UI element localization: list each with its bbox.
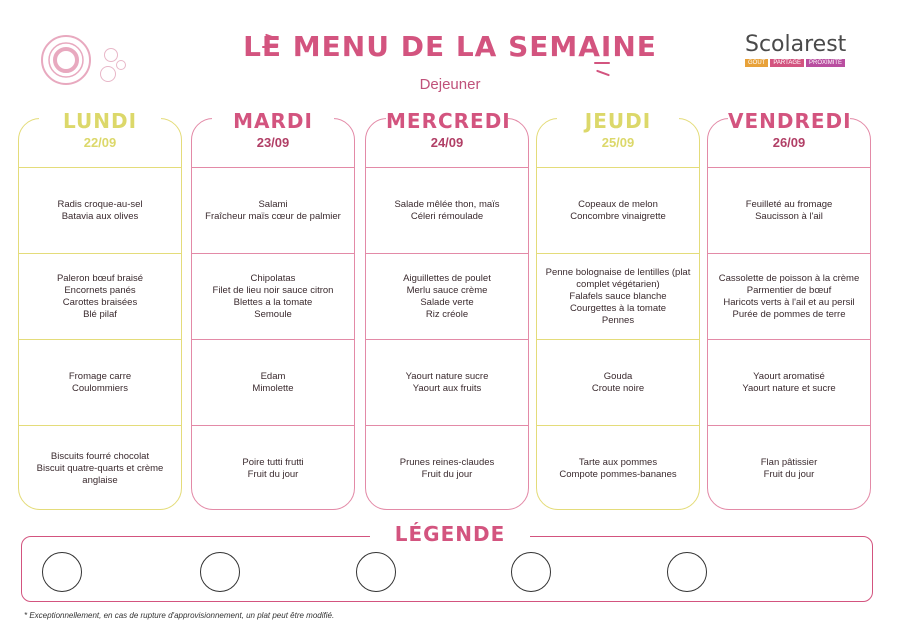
menu-item: Copeaux de melon — [578, 198, 658, 210]
menu-item: Carottes braisées — [62, 296, 138, 308]
menu-item: Blé pilaf — [83, 308, 117, 320]
menu-cell — [192, 253, 354, 339]
menu-item: Encornets panés — [64, 284, 136, 296]
menu-item: Merlu sauce crème — [406, 284, 488, 296]
menu-item: Biscuit quatre-quarts et crème anglaise — [36, 462, 164, 486]
logo-tag: PROXIMITÉ — [806, 59, 845, 67]
menu-cell — [19, 339, 181, 425]
menu-item: Purée de pommes de terre — [732, 308, 846, 320]
day-date: 25/09 — [601, 135, 635, 150]
day-name: JEUDI — [557, 109, 679, 133]
menu-item: Salami — [258, 198, 288, 210]
logo-name: Scolarest — [745, 32, 847, 57]
menu-item: Paleron bœuf braisé — [56, 272, 144, 284]
logo-tags — [745, 59, 855, 67]
menu-item: Riz créole — [425, 308, 469, 320]
menu-item: Courgettes à la tomate — [569, 302, 667, 314]
menu-item: Falafels sauce blanche — [569, 290, 667, 302]
menu-item: Salade verte — [420, 296, 474, 308]
menu-item: Yaourt nature sucre — [405, 370, 489, 382]
menu-item: Compote pommes-bananes — [559, 468, 677, 480]
logo-tag: GOÛT — [745, 59, 768, 67]
day-column-jeudi — [536, 109, 700, 510]
menu-item: Fruit du jour — [247, 468, 299, 480]
menu-cell — [366, 339, 528, 425]
menu-item: Filet de lieu noir sauce citron — [212, 284, 334, 296]
day-name: MARDI — [212, 109, 334, 133]
menu-item: Coulommiers — [72, 382, 128, 394]
menu-cell — [192, 167, 354, 253]
menu-cell — [708, 167, 870, 253]
menu-item: Céleri rémoulade — [410, 210, 484, 222]
menu-cell — [192, 425, 354, 511]
menu-item: Semoule — [254, 308, 292, 320]
menu-cell — [366, 253, 528, 339]
logo-tag: PARTAGE — [770, 59, 804, 67]
menu-item: Parmentier de bœuf — [746, 284, 832, 296]
day-column-mercredi — [365, 109, 529, 510]
menu-cell — [19, 425, 181, 511]
day-date: 24/09 — [430, 135, 464, 150]
menu-cell — [19, 253, 181, 339]
menu-item: Yaourt nature et sucre — [742, 382, 836, 394]
menu-cell — [537, 339, 699, 425]
legend-circle — [356, 552, 396, 592]
menu-item: Poire tutti frutti — [242, 456, 304, 468]
day-name: MERCREDI — [386, 109, 511, 133]
menu-item: Penne bolognaise de lentilles (plat complet végétarien) — [545, 266, 691, 290]
menu-item: Concombre vinaigrette — [570, 210, 666, 222]
day-column-mardi — [191, 109, 355, 510]
menu-item: Batavia aux olives — [61, 210, 139, 222]
day-column-vendredi — [707, 109, 871, 510]
menu-cell — [537, 167, 699, 253]
menu-item: Yaourt aux fruits — [412, 382, 482, 394]
menu-item: Prunes reines-claudes — [399, 456, 495, 468]
menu-cell — [19, 167, 181, 253]
menu-cell — [192, 339, 354, 425]
decor-bubble — [100, 66, 116, 82]
legend-circle — [667, 552, 707, 592]
menu-item: Saucisson à l'ail — [755, 210, 823, 222]
page-title: LE MENU DE LA SEMAINE — [243, 30, 657, 63]
menu-cell — [537, 253, 699, 339]
menu-item: Chipolatas — [250, 272, 296, 284]
menu-item: Salade mêlée thon, maïs — [394, 198, 500, 210]
footnote: * Exceptionnellement, en cas de rupture d'approvisionnement, un plat peut être modifié. — [24, 611, 335, 620]
menu-cell — [366, 425, 528, 511]
menu-item: Edam — [260, 370, 286, 382]
menu-item: Haricots verts à l'ail et au persil — [723, 296, 855, 308]
day-date: 22/09 — [83, 135, 117, 150]
menu-item: Gouda — [603, 370, 633, 382]
day-date: 26/09 — [772, 135, 806, 150]
page-subtitle: Dejeuner — [419, 76, 481, 93]
menu-item: Fromage carre — [68, 370, 132, 382]
menu-cell — [708, 253, 870, 339]
legend-circle — [511, 552, 551, 592]
menu-item: Fruit du jour — [421, 468, 473, 480]
day-date: 23/09 — [256, 135, 290, 150]
menu-item: Tarte aux pommes — [578, 456, 658, 468]
stamp-logo — [40, 34, 92, 86]
menu-item: Blettes a la tomate — [233, 296, 313, 308]
legend-title: LÉGENDE — [370, 522, 530, 546]
menu-cell — [708, 425, 870, 511]
menu-item: Radis croque-au-sel — [57, 198, 143, 210]
menu-item: Yaourt aromatisé — [753, 370, 825, 382]
legend-circle — [42, 552, 82, 592]
day-column-lundi — [18, 109, 182, 510]
menu-item: Pennes — [601, 314, 635, 326]
day-name: LUNDI — [39, 109, 161, 133]
menu-item: Biscuits fourré chocolat — [50, 450, 150, 462]
menu-item: Fruit du jour — [763, 468, 815, 480]
menu-item: Flan pâtissier — [760, 456, 818, 468]
legend-circle — [200, 552, 240, 592]
decor-dash — [596, 70, 610, 77]
menu-item: Croute noire — [591, 382, 645, 394]
menu-item: Feuilleté au fromage — [745, 198, 833, 210]
menu-cell — [537, 425, 699, 511]
menu-item: Mimolette — [252, 382, 294, 394]
decor-bubble — [104, 48, 118, 62]
day-name: VENDREDI — [728, 109, 852, 133]
menu-item: Cassolette de poisson à la crème — [718, 272, 860, 284]
menu-cell — [708, 339, 870, 425]
menu-item: Fraîcheur maïs cœur de palmier — [205, 210, 341, 222]
menu-item: Aiguillettes de poulet — [403, 272, 491, 284]
menu-cell — [366, 167, 528, 253]
decor-bubble — [116, 60, 126, 70]
scolarest-logo — [745, 32, 855, 67]
